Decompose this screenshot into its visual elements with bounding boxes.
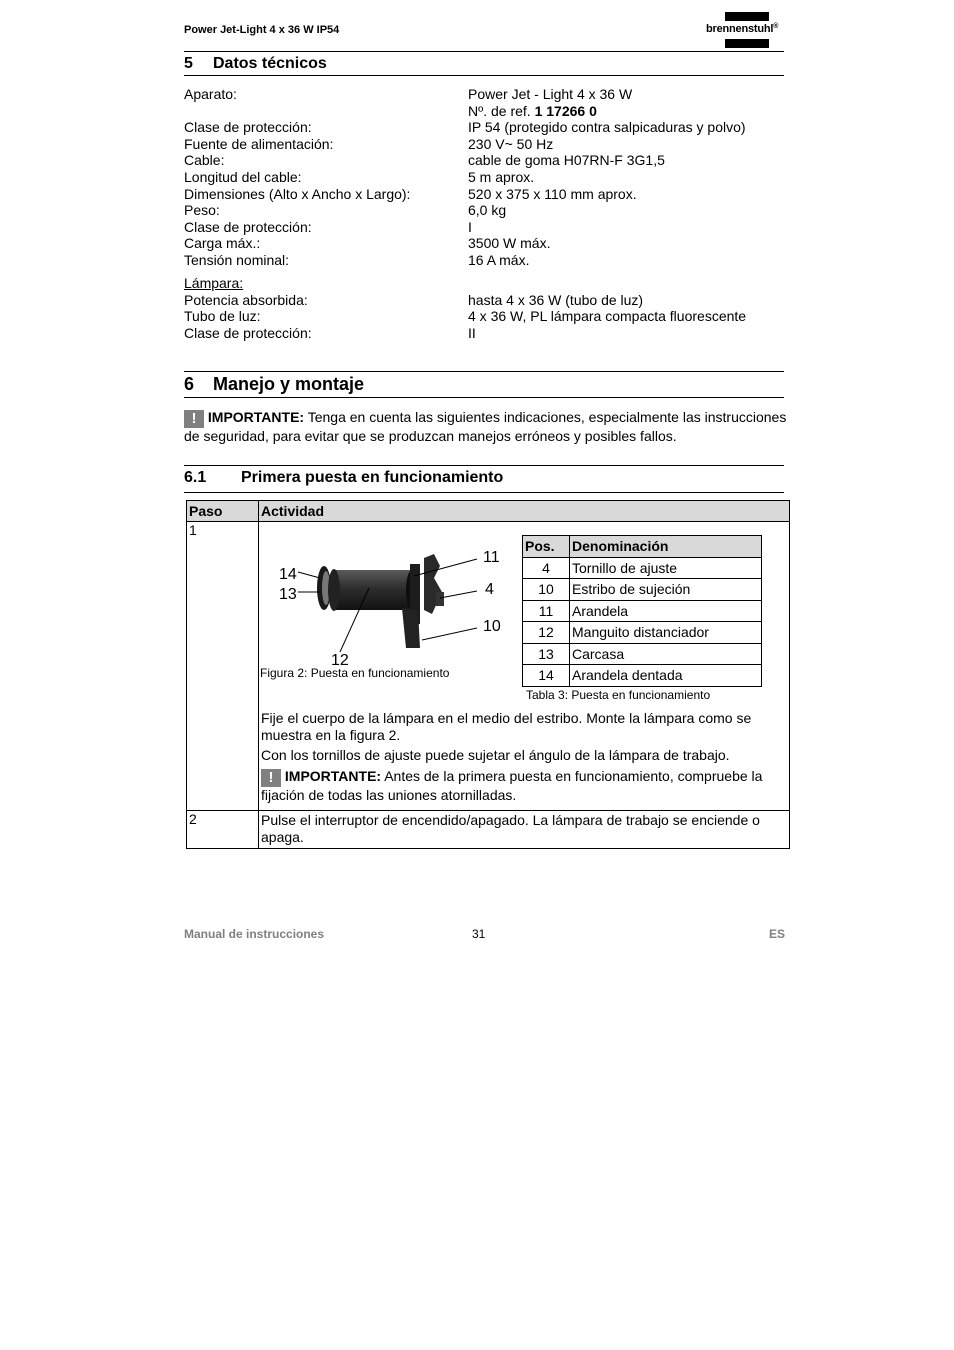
warning-exclamation-icon: ! (184, 410, 204, 428)
lamp-spec-list (184, 275, 784, 341)
lamp-heading-row (184, 275, 784, 292)
spec-row (184, 119, 784, 136)
spec-row (184, 186, 784, 203)
pos-number: 13 (523, 643, 570, 665)
spec-row (184, 325, 784, 342)
spec-list (184, 86, 784, 269)
spec-value: cable de goma H07RN-F 3G1,5 (468, 152, 665, 169)
spec-row (184, 292, 784, 309)
table-caption: Tabla 3: Puesta en funcionamiento (526, 688, 711, 702)
section-number: 5 (184, 55, 193, 72)
pos-name: Manguito distanciador (570, 622, 762, 644)
section-5-heading (184, 55, 327, 73)
pos-number: 10 (523, 579, 570, 601)
ref-prefix: Nº. de ref. (468, 102, 535, 119)
spec-row (184, 152, 784, 169)
pos-number: 12 (523, 622, 570, 644)
spec-value: I (468, 218, 472, 235)
position-row (523, 579, 762, 601)
pos-number: 14 (523, 665, 570, 687)
section-number: 6.1 (184, 469, 207, 486)
important-note (184, 409, 789, 445)
section-title: Manejo y montaje (213, 374, 365, 394)
important-label: IMPORTANTE: (284, 768, 382, 784)
spec-key: Dimensiones (Alto x Ancho x Largo): (184, 185, 411, 202)
position-table (522, 535, 762, 687)
important-label: IMPORTANTE: (207, 409, 305, 425)
spec-key: Peso: (184, 202, 220, 219)
callout-label: 12 (331, 652, 349, 669)
col-name-header: Denominación (570, 536, 762, 558)
callout-label: 10 (483, 618, 501, 635)
spec-value: II (468, 324, 476, 341)
position-row (523, 557, 762, 579)
important-text: Tenga en cuenta las siguientes indicaciones, especialmente las instrucciones de seguridad, para evitar que se produzcan manejos erróneos y posibles fallos. (184, 409, 787, 444)
spec-row (184, 86, 784, 103)
step-text: Con los tornillos de ajuste puede sujetar el ángulo de la lámpara de trabajo. (261, 747, 730, 763)
ref-number: 1 17266 0 (534, 102, 597, 119)
step-text: Pulse el interruptor de encendido/apagado. La lámpara de trabajo se enciende o apaga. (259, 811, 790, 849)
position-row (523, 600, 762, 622)
section-number: 6 (184, 374, 195, 394)
spec-key: Clase de protección: (184, 324, 312, 341)
section-6-rule-bottom (184, 397, 784, 398)
spec-key: Fuente de alimentación: (184, 135, 334, 152)
step-text: Fije el cuerpo de la lámpara en el medio del estribo. Monte la lámpara como se muestra en la figura 2. (261, 710, 752, 743)
callout-label: 13 (279, 586, 297, 603)
section-6-heading (184, 374, 364, 395)
position-row (523, 665, 762, 687)
lamp-assembly-illustration (274, 548, 510, 668)
step-row (187, 811, 790, 849)
figure-caption: Figura 2: Puesta en funcionamiento (260, 666, 450, 680)
spec-value: 6,0 kg (468, 202, 507, 219)
important-text: Antes de la primera puesta en funcionamiento, compruebe la fijación de todas las uniones atornilladas. (261, 768, 763, 803)
spec-value: Power Jet - Light 4 x 36 W (468, 86, 633, 102)
lamp-heading: Lámpara: (184, 275, 244, 291)
spec-value: 16 A máx. (468, 251, 530, 268)
callout-label: 11 (483, 549, 500, 566)
spec-value: IP 54 (protegido contra salpicaduras y polvo) (468, 119, 746, 136)
pos-name: Arandela (570, 600, 762, 622)
section-5-rule (184, 75, 784, 76)
spec-value: 5 m aprox. (468, 168, 535, 185)
section-61-heading (184, 469, 503, 487)
pos-name: Arandela dentada (570, 665, 762, 687)
pos-name: Tornillo de ajuste (570, 557, 762, 579)
callout-label: 4 (485, 581, 494, 598)
logo-bar-bottom (725, 39, 769, 48)
page-number: 31 (472, 927, 486, 941)
section-title: Primera puesta en funcionamiento (241, 469, 504, 486)
spec-row (184, 252, 784, 269)
footer-manual-label: Manual de instrucciones (184, 927, 325, 941)
step-number: 2 (187, 811, 259, 849)
document-title: Power Jet-Light 4 x 36 W IP54 (184, 24, 340, 36)
lamp-figure-body (317, 554, 444, 648)
spec-row (184, 219, 784, 236)
spec-value: 4 x 36 W, PL lámpara compacta fluorescente (468, 308, 747, 325)
pos-name: Carcasa (570, 643, 762, 665)
section-6-rule-top (184, 371, 784, 372)
step-important-note (259, 764, 789, 804)
spec-key: Clase de protección: (184, 218, 312, 235)
spec-row (184, 235, 784, 252)
spec-value: hasta 4 x 36 W (tubo de luz) (468, 291, 644, 308)
pos-number: 4 (523, 557, 570, 579)
spec-row (184, 202, 784, 219)
callout-label: 14 (279, 566, 297, 583)
warning-exclamation-icon: ! (261, 769, 281, 787)
spec-row (184, 136, 784, 153)
logo-registered-mark: ® (773, 23, 779, 30)
logo-bar-top (725, 12, 769, 21)
logo-text: brennenstuhl (706, 23, 774, 35)
position-row (523, 622, 762, 644)
spec-key: Tubo de luz: (184, 308, 261, 325)
spec-key: Cable: (184, 152, 225, 169)
header-rule (184, 51, 784, 52)
spec-row (184, 308, 784, 325)
logo-wordmark (706, 23, 778, 35)
col-pos-header: Pos. (523, 536, 570, 558)
spec-row (184, 103, 784, 120)
footer-language: ES (769, 927, 786, 941)
spec-key: Tensión nominal: (184, 251, 290, 268)
spec-value (468, 103, 597, 120)
col-activity-header: Actividad (259, 501, 790, 522)
step-number: 1 (187, 522, 259, 811)
spec-value: 230 V~ 50 Hz (468, 135, 554, 152)
col-step-header: Paso (187, 501, 259, 522)
spec-key: Aparato: (184, 86, 237, 102)
position-header-row (523, 536, 762, 558)
spec-value: 520 x 375 x 110 mm aprox. (468, 185, 637, 202)
steps-header-row (187, 501, 790, 522)
spec-key: Carga máx.: (184, 235, 261, 252)
pos-name: Estribo de sujeción (570, 579, 762, 601)
spec-key: Clase de protección: (184, 119, 312, 136)
section-61-rule-bottom (184, 492, 784, 493)
pos-number: 11 (523, 600, 570, 622)
spec-key: Longitud del cable: (184, 168, 302, 185)
section-title: Datos técnicos (213, 55, 327, 72)
spec-row (184, 169, 784, 186)
spec-key: Potencia absorbida: (184, 291, 308, 308)
section-61-rule-top (184, 465, 784, 466)
brand-logo (706, 12, 790, 50)
spec-value: 3500 W máx. (468, 235, 551, 252)
position-row (523, 643, 762, 665)
